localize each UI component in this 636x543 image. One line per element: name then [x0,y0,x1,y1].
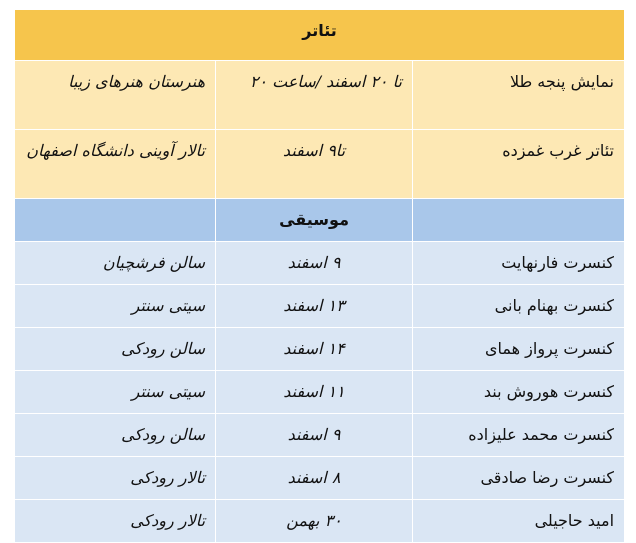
event-venue: سیتی سنتر [15,285,216,328]
event-date: تا ۲۰ اسفند /ساعت ۲۰ [216,61,413,130]
table-title-row [15,10,625,61]
event-venue: سالن رودکی [15,414,216,457]
table-row [15,457,625,500]
event-date: تا۹ اسفند [216,130,413,199]
event-venue: تالار رودکی [15,457,216,500]
section-header-row [15,199,625,242]
event-name: کنسرت فارنهایت [413,242,625,285]
event-venue: تالار آوینی دانشگاه اصفهان [15,130,216,199]
event-date: ۱۳ اسفند [216,285,413,328]
event-name: نمایش پنجه طلا [413,61,625,130]
event-date: ۹ اسفند [216,242,413,285]
table-row [15,61,625,130]
event-date: ۹ اسفند [216,414,413,457]
section-header-label: موسیقی [216,199,413,242]
section-header-empty [413,199,625,242]
event-date: ۸ اسفند [216,457,413,500]
table-row [15,285,625,328]
table-row [15,130,625,199]
event-name: کنسرت پرواز همای [413,328,625,371]
events-table [14,9,625,543]
event-venue: سیتی سنتر [15,371,216,414]
event-venue: هنرستان هنرهای زیبا [15,61,216,130]
section-header-empty [15,199,216,242]
table-row [15,414,625,457]
event-venue: تالار رودکی [15,500,216,543]
table-row [15,242,625,285]
event-name: کنسرت رضا صادقی [413,457,625,500]
table-row [15,328,625,371]
table-row [15,371,625,414]
table-row [15,500,625,543]
event-venue: سالن رودکی [15,328,216,371]
event-venue: سالن فرشچیان [15,242,216,285]
event-name: کنسرت محمد علیزاده [413,414,625,457]
event-date: ۳۰ بهمن [216,500,413,543]
event-date: ۱۴ اسفند [216,328,413,371]
event-name: کنسرت هوروش بند [413,371,625,414]
event-name: تئاتر غرب غمزده [413,130,625,199]
event-name: کنسرت بهنام بانی [413,285,625,328]
table-title: تئاتر [15,10,625,61]
event-name: امید حاجیلی [413,500,625,543]
event-date: ۱۱ اسفند [216,371,413,414]
